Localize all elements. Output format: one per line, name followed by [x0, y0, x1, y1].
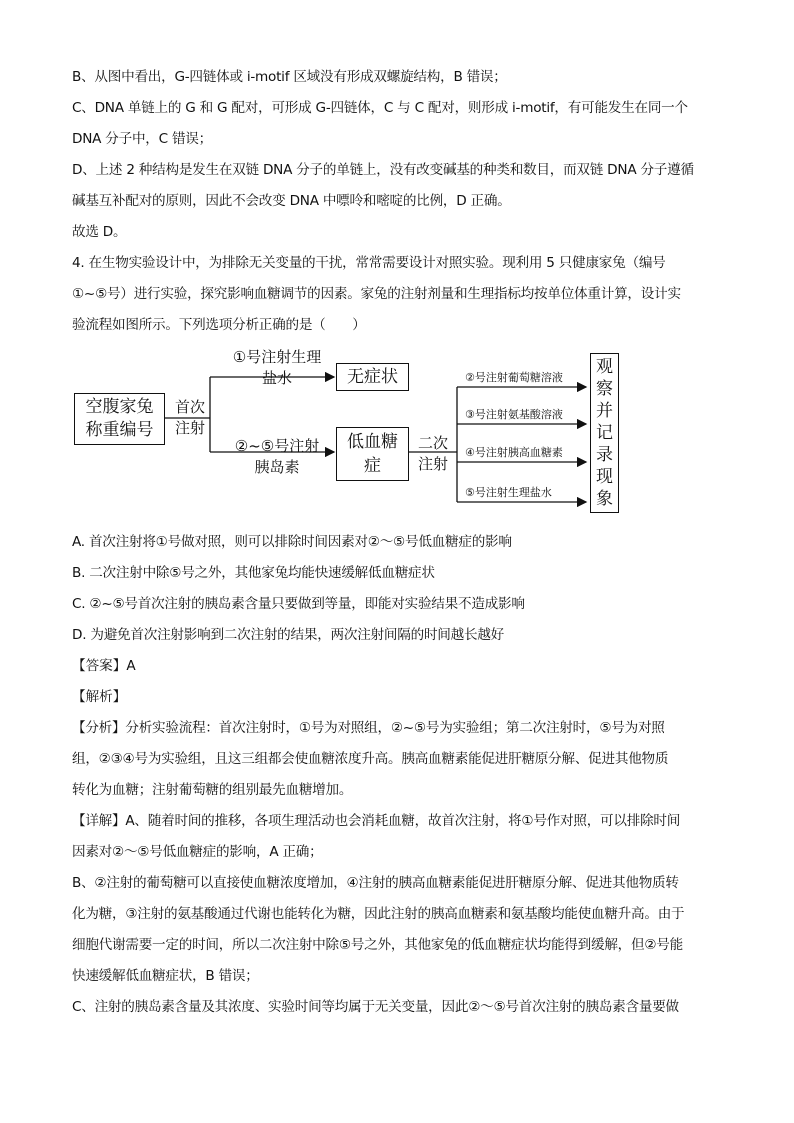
experiment-flow-diagram [72, 347, 734, 525]
answer-label: 【答案】 [72, 658, 127, 674]
detail-line: 快速缓解低血糖症状，B 错误； [72, 968, 259, 984]
second-item-4: ④号注射胰高血糖素 [465, 446, 563, 459]
text-line: B、从图中看出，G-四链体或 i-motif 区域没有形成双螺旋结构，B 错误； [72, 69, 507, 85]
detail-line: 因素对②～⑤号低血糖症的影响，A 正确； [72, 844, 323, 860]
second-item-5: ⑤号注射生理盐水 [465, 486, 552, 499]
hypoglycemia-box [336, 427, 409, 481]
question-stem-line: ①~⑤号）进行实验，探究影响血糖调节的因素。家兔的注射剂量和生理指标均按单位体重计算，设计实 [72, 286, 681, 302]
hypoglycemia-label: 低血糖症 [347, 432, 398, 476]
detail-line: B、②注射的葡萄糖可以直接使血糖浓度增加，④注射的胰高血糖素能促进肝糖原分解、促进其他物质转 [72, 875, 679, 891]
text-line: 碱基互补配对的原则，因此不会改变 DNA 中嘌呤和嘧啶的比例，D 正确。 [72, 193, 511, 209]
question-stem-line: 4. 在生物实验设计中，为排除无关变量的干扰，常常需要设计对照实验。现利用 5 只健康家兔（编号 [72, 255, 666, 271]
observe-box [590, 353, 619, 513]
no-symptom-box [336, 363, 409, 391]
question-stem-line: 验流程如图所示。下列选项分析正确的是（ ） [72, 317, 366, 333]
text-line: C、DNA 单链上的 G 和 G 配对，可形成 G-四链体，C 与 C 配对，则形成 i-motif，有可能发生在同一个 [72, 100, 688, 116]
analysis-line: 转化为血糖；注射葡萄糖的组别最先血糖增加。 [72, 782, 353, 798]
first-injection-label: 首次注射 [174, 398, 205, 437]
detail-line: 细胞代谢需要一定的时间，所以二次注射中除⑤号之外，其他家兔的低血糖症状均能得到缓解，但②号能 [72, 937, 683, 953]
no-symptom-label: 无症状 [347, 367, 398, 387]
analysis-body [72, 713, 734, 1023]
document-page [72, 62, 734, 1023]
answer-line [72, 651, 734, 682]
answer-explanation-top [72, 62, 734, 341]
observe-label: 观察并记录现象 [596, 357, 613, 509]
option-d: D. 为避免首次注射影响到二次注射的结果，两次注射间隔的时间越长越好 [72, 627, 505, 643]
option-a: A. 首次注射将①号做对照，则可以排除时间因素对②～⑤号低血糖症的影响 [72, 534, 512, 550]
start-box [74, 393, 165, 445]
text-line: D、上述 2 种结构是发生在双链 DNA 分子的单链上，没有改变碱基的种类和数目，而双链 DNA 分子遵循 [72, 162, 694, 178]
second-item-2: ②号注射葡萄糖溶液 [465, 371, 563, 384]
analysis-line: 【分析】分析实验流程：首次注射时，①号为对照组，②~⑤号为实验组；第二次注射时，⑤号为对照 [72, 720, 665, 736]
text-line: DNA 分子中，C 错误； [72, 131, 212, 147]
answer-value: A [126, 658, 136, 674]
branch-bottom-label: ②~⑤号注射胰岛素 [234, 437, 320, 476]
second-injection-label: 二次注射 [417, 434, 448, 473]
detail-line: C、注射的胰岛素含量及其浓度、实验时间等均属于无关变量，因此②～⑤号首次注射的胰岛素含量要做 [72, 999, 679, 1015]
start-box-label: 空腹家兔称重编号 [85, 397, 154, 440]
detail-line: 【详解】A、随着时间的推移，各项生理活动也会消耗血糖，故首次注射，将①号作对照，可以排除时间 [72, 813, 681, 829]
branch-top-label: ①号注射生理盐水 [232, 348, 322, 387]
option-c: C. ②~⑤号首次注射的胰岛素含量只要做到等量，即能对实验结果不造成影响 [72, 596, 525, 612]
second-item-3: ③号注射氨基酸溶液 [465, 408, 563, 421]
option-b: B. 二次注射中除⑤号之外，其他家兔均能快速缓解低血糖症状 [72, 565, 435, 581]
analysis-line: 组，②③④号为实验组，且这三组都会使血糖浓度升高。胰高血糖素能促进肝糖原分解、促进其他物质 [72, 751, 669, 767]
detail-line: 化为糖，③注射的氨基酸通过代谢也能转化为糖，因此注射的胰高血糖素和氨基酸均能使血糖升高。由于 [72, 906, 685, 922]
text-line: 故选 D。 [72, 224, 127, 240]
options-list [72, 527, 734, 651]
analysis-heading: 【解析】 [72, 689, 127, 705]
